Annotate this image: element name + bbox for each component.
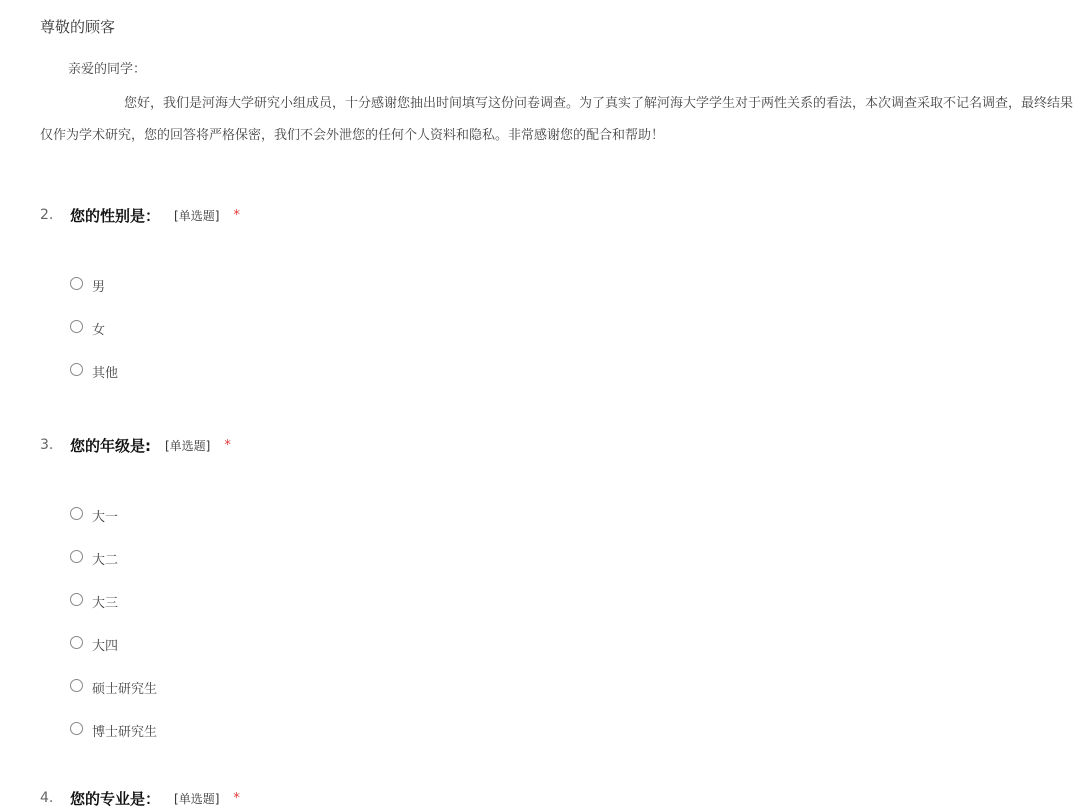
survey-heading: 尊敬的顾客 (40, 18, 116, 36)
question-text: 您的专业是： (70, 789, 161, 808)
radio-button[interactable] (70, 593, 83, 606)
question-type-tag: [单选题] (165, 438, 211, 453)
option-grade-senior[interactable] (70, 623, 157, 666)
option-label: 男 (92, 280, 106, 295)
option-label: 硕士研究生 (92, 682, 158, 697)
options-grade (70, 494, 157, 752)
question-title-row (40, 786, 880, 810)
option-grade-freshman[interactable] (70, 494, 157, 537)
required-marker: * (233, 207, 240, 223)
option-label: 大一 (92, 510, 119, 525)
question-text: 您的年级是: (70, 436, 151, 455)
question-title-row (40, 203, 880, 227)
radio-button[interactable] (70, 277, 83, 290)
radio-button[interactable] (70, 550, 83, 563)
radio-button[interactable] (70, 636, 83, 649)
question-grade (40, 433, 880, 457)
option-gender-female[interactable] (70, 307, 118, 350)
option-label: 博士研究生 (92, 725, 158, 740)
options-gender (70, 264, 118, 393)
question-gender (40, 203, 880, 227)
question-number: 3. (40, 437, 54, 453)
radio-button[interactable] (70, 679, 83, 692)
option-label: 其他 (92, 366, 119, 381)
option-gender-other[interactable] (70, 350, 118, 393)
question-type-tag: [单选题] (174, 208, 220, 223)
question-text: 您的性别是： (70, 206, 161, 225)
option-label: 大三 (92, 596, 119, 611)
option-grade-master[interactable] (70, 666, 157, 709)
option-label: 大四 (92, 639, 119, 654)
question-major (40, 786, 880, 810)
option-gender-male[interactable] (70, 264, 118, 307)
radio-button[interactable] (70, 363, 83, 376)
required-marker: * (224, 437, 231, 453)
question-title-row (40, 433, 880, 457)
option-label: 大二 (92, 553, 119, 568)
question-number: 4. (40, 790, 54, 806)
option-label: 女 (92, 323, 106, 338)
survey-intro: 您好，我们是河海大学研究小组成员，十分感谢您抽出时间填写这份问卷调查。为了真实了解河海大学学生对于两性关系的看法，本次调查采取不记名调查，最终结果仅作为学术研究，您的回答将严格保密，我们不会外泄您的任何个人资料和隐私。非常感谢您的配合和帮助！ (40, 96, 1074, 143)
question-number: 2. (40, 207, 54, 223)
radio-button[interactable] (70, 320, 83, 333)
question-type-tag: [单选题] (174, 791, 220, 806)
survey-greeting: 亲爱的同学： (68, 62, 147, 77)
radio-button[interactable] (70, 507, 83, 520)
option-grade-sophomore[interactable] (70, 537, 157, 580)
radio-button[interactable] (70, 722, 83, 735)
option-grade-phd[interactable] (70, 709, 157, 752)
required-marker: * (233, 790, 240, 806)
option-grade-junior[interactable] (70, 580, 157, 623)
